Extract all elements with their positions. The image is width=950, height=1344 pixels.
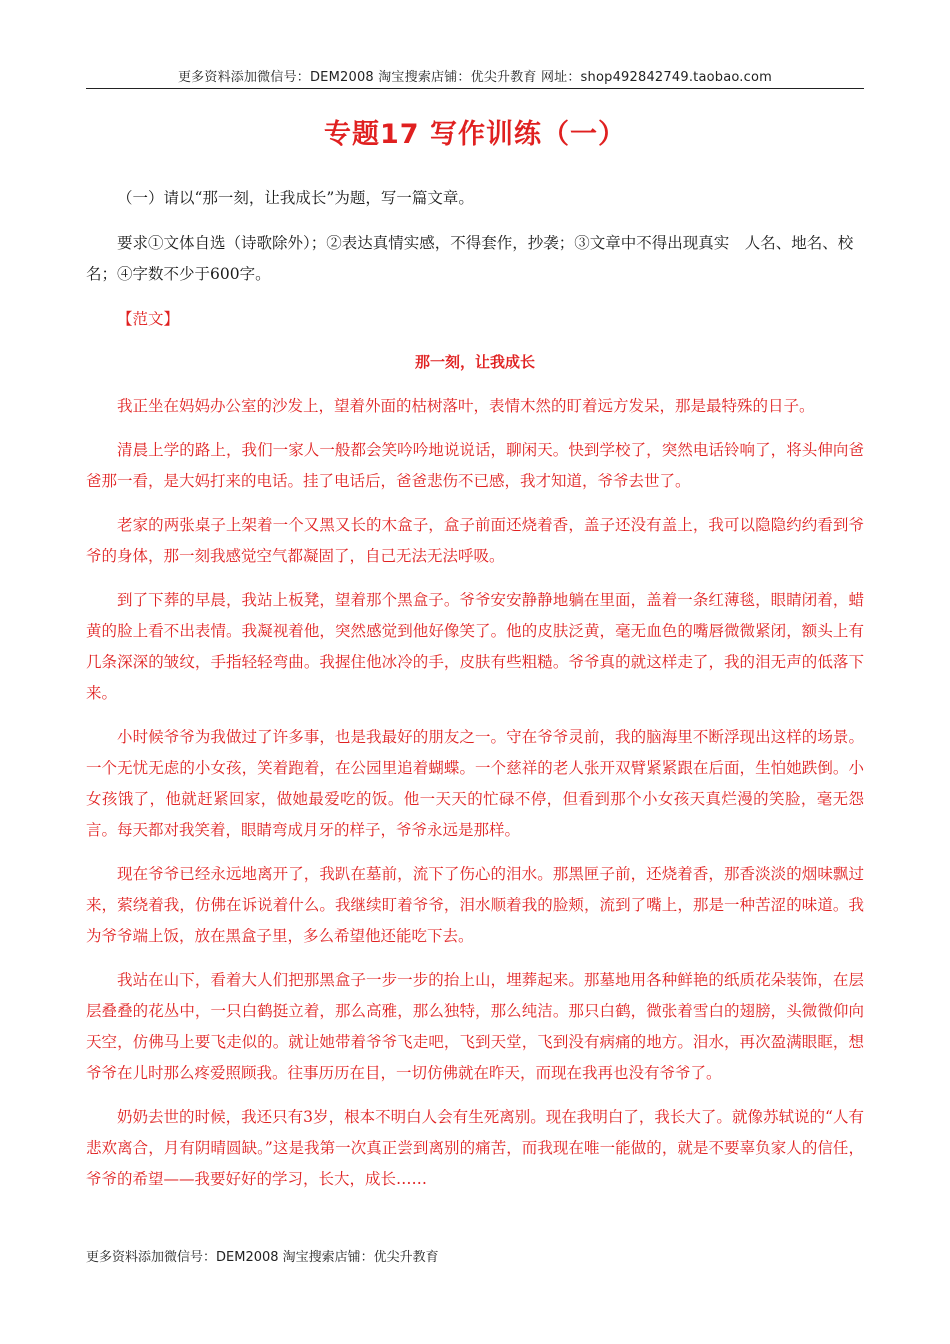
sample-essay-label: 【范文】 (117, 310, 180, 328)
document-title: 专题17 写作训练（一） (324, 119, 626, 150)
essay-paragraph: 到了下葬的早晨，我站上板凳，望着那个黑盒子。爷爷安安静静地躺在里面，盖着一条红薄毯，眼睛闭着，蜡黄的脸上看不出表情。我凝视着他，突然感觉到他好像笑了。他的皮肤泛黄，毫无血色的嘴唇微微紧闭，额头上有几条深深的皱纹，手指轻轻弯曲。我握住他冰冷的手，皮肤有些粗糙。爷爷真的就这样走了，我的泪无声的低落下来。 (86, 591, 864, 702)
essay-paragraph: 现在爷爷已经永远地离开了，我趴在墓前，流下了伤心的泪水。那黑匣子前，还烧着香，那香淡淡的烟味飘过来，萦绕着我，仿佛在诉说着什么。我继续盯着爷爷，泪水顺着我的脸颊，流到了嘴上，那是一种苦涩的味道。我为爷爷端上饭，放在黑盒子里，多么希望他还能吃下去。 (86, 865, 864, 945)
essay-paragraph: 奶奶去世的时候，我还只有3岁，根本不明白人会有生死离别。现在我明白了，我长大了。就像苏轼说的“人有悲欢离合，月有阴晴圆缺。”这是我第一次真正尝到离别的痛苦，而我现在唯一能做的，就是不要辜负家人的信任，爷爷的希望——我要好好的学习，长大，成长…… (86, 1108, 864, 1188)
writing-requirements: 要求①文体自选（诗歌除外）；②表达真情实感，不得套作，抄袭；③文章中不得出现真实 人名、地名、校名；④字数不少于600字。 (86, 234, 854, 283)
document-body (86, 183, 864, 1208)
sample-essay (86, 347, 864, 1195)
page-footer: 更多资料添加微信号：DEM2008 淘宝搜索店铺：优尖升教育 (86, 1250, 439, 1265)
essay-title: 那一刻，让我成长 (414, 353, 535, 371)
essay-paragraph: 老家的两张桌子上架着一个又黑又长的木盒子，盒子前面还烧着香，盖子还没有盖上，我可以隐隐约约看到爷爷的身体，那一刻我感觉空气都凝固了，自己无法无法呼吸。 (86, 516, 864, 565)
essay-paragraph: 我正坐在妈妈办公室的沙发上，望着外面的枯树落叶，表情木然的盯着远方发呆，那是最特殊的日子。 (117, 397, 815, 415)
essay-paragraph: 我站在山下，看着大人们把那黑盒子一步一步的抬上山，埋葬起来。那墓地用各种鲜艳的纸质花朵装饰，在层层叠叠的花丛中，一只白鹤挺立着，那么高雅，那么独特，那么纯洁。那只白鹤，微张着雪白的翅膀，头微微仰向天空，仿佛马上要飞走似的。就让她带着爷爷飞走吧，飞到天堂，飞到没有病痛的地方。泪水，再次盈满眼眶，想爷爷在儿时那么疼爱照顾我。往事历历在目，一切仿佛就在昨天，而现在我再也没有爷爷了。 (86, 971, 864, 1082)
writing-prompt: （一）请以“那一刻，让我成长”为题，写一篇文章。 (117, 189, 474, 207)
essay-paragraph: 小时候爷爷为我做过了许多事，也是我最好的朋友之一。守在爷爷灵前，我的脑海里不断浮现出这样的场景。一个无忧无虑的小女孩，笑着跑着，在公园里追着蝴蝶。一个慈祥的老人张开双臂紧紧跟在后面，生怕她跌倒。小女孩饿了，他就赶紧回家，做她最爱吃的饭。他一天天的忙碌不停，但看到那个小女孩天真烂漫的笑脸，毫无怨言。每天都对我笑着，眼睛弯成月牙的样子，爷爷永远是那样。 (86, 728, 864, 839)
header-divider (86, 88, 864, 89)
page-header: 更多资料添加微信号：DEM2008 淘宝搜索店铺：优尖升教育 网址：shop492842749.taobao.com (177, 70, 773, 85)
essay-paragraph: 清晨上学的路上，我们一家人一般都会笑吟吟地说说话，聊闲天。快到学校了，突然电话铃响了，将头伸向爸爸那一看，是大妈打来的电话。挂了电话后，爸爸悲伤不已感，我才知道，爷爷去世了。 (86, 441, 864, 490)
